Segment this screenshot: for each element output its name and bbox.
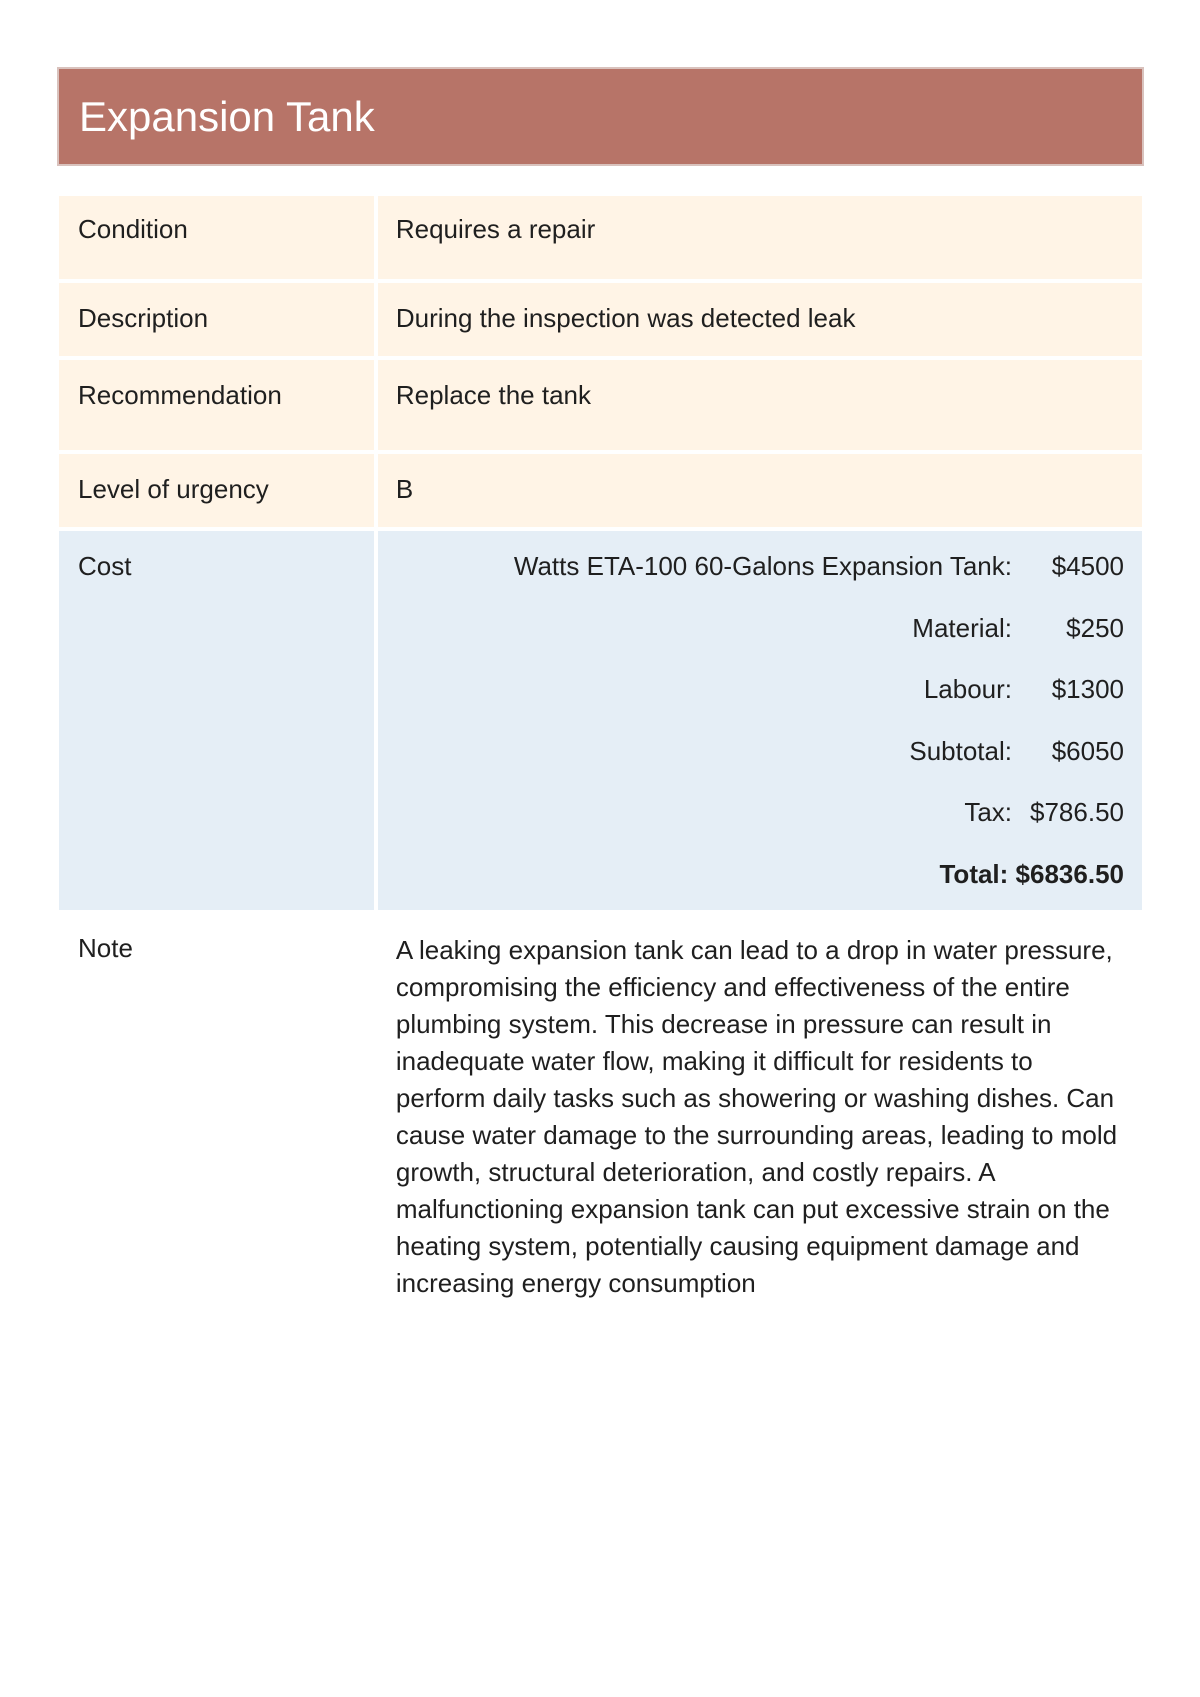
note-cell <box>378 914 1142 1314</box>
cost-item-name: Labour: <box>923 674 1012 704</box>
description-row <box>59 283 1142 356</box>
cost-item-amount: $4500 <box>1051 551 1124 581</box>
recommendation-row <box>59 360 1142 450</box>
cost-line-total <box>404 859 1124 921</box>
recommendation-value: Replace the tank <box>378 360 1142 450</box>
cost-total: Total: $6836.50 <box>939 858 1124 889</box>
cost-item-amount: $1300 <box>1051 674 1124 704</box>
recommendation-label: Recommendation <box>59 360 374 450</box>
cost-item-name: Watts ETA-100 60-Galons Expansion Tank: <box>513 551 1012 581</box>
cost-row <box>59 531 1142 910</box>
cost-breakdown <box>378 531 1142 910</box>
note-row <box>59 914 1142 1314</box>
description-value: During the inspection was detected leak <box>378 283 1142 356</box>
section-title: Expansion Tank <box>79 93 375 140</box>
urgency-value: B <box>378 454 1142 527</box>
cost-item-name: Tax: <box>964 797 1012 827</box>
urgency-label: Level of urgency <box>59 454 374 527</box>
condition-row <box>59 196 1142 279</box>
urgency-row <box>59 454 1142 527</box>
cost-item-name: Material: <box>912 612 1012 643</box>
cost-lines <box>404 551 1124 920</box>
condition-label: Condition <box>59 196 374 279</box>
condition-value: Requires a repair <box>378 196 1142 279</box>
cost-item-amount: $786.50 <box>1030 797 1124 827</box>
cost-item-amount: $6050 <box>1051 735 1124 766</box>
cost-item-name: Subtotal: <box>909 735 1012 766</box>
description-label: Description <box>59 283 374 356</box>
cost-line-subtotal <box>404 736 1124 798</box>
cost-line-material <box>404 613 1124 675</box>
cost-label: Cost <box>59 531 374 910</box>
note-text: A leaking expansion tank can lead to a drop in water pressure, compromising the efficiency and effectiveness of the entire plumbing system. This decrease in pressure can result in inadequate water flow, making it difficult for residents to perform daily tasks such as showering or washing dishes. Can cause water damage to the surrounding areas, leading to mold growth, structural deterioration, and costly repairs. A malfunctioning expansion tank can put excessive strain on the heating system, potentially causing equipment damage and increasing energy consumption <box>395 935 1118 1298</box>
note-label: Note <box>59 914 374 1314</box>
section-header <box>57 67 1144 166</box>
cost-line-labour <box>404 674 1124 736</box>
cost-item-amount: $250 <box>1066 612 1124 643</box>
cost-line-item <box>404 551 1124 613</box>
cost-line-tax <box>404 797 1124 859</box>
